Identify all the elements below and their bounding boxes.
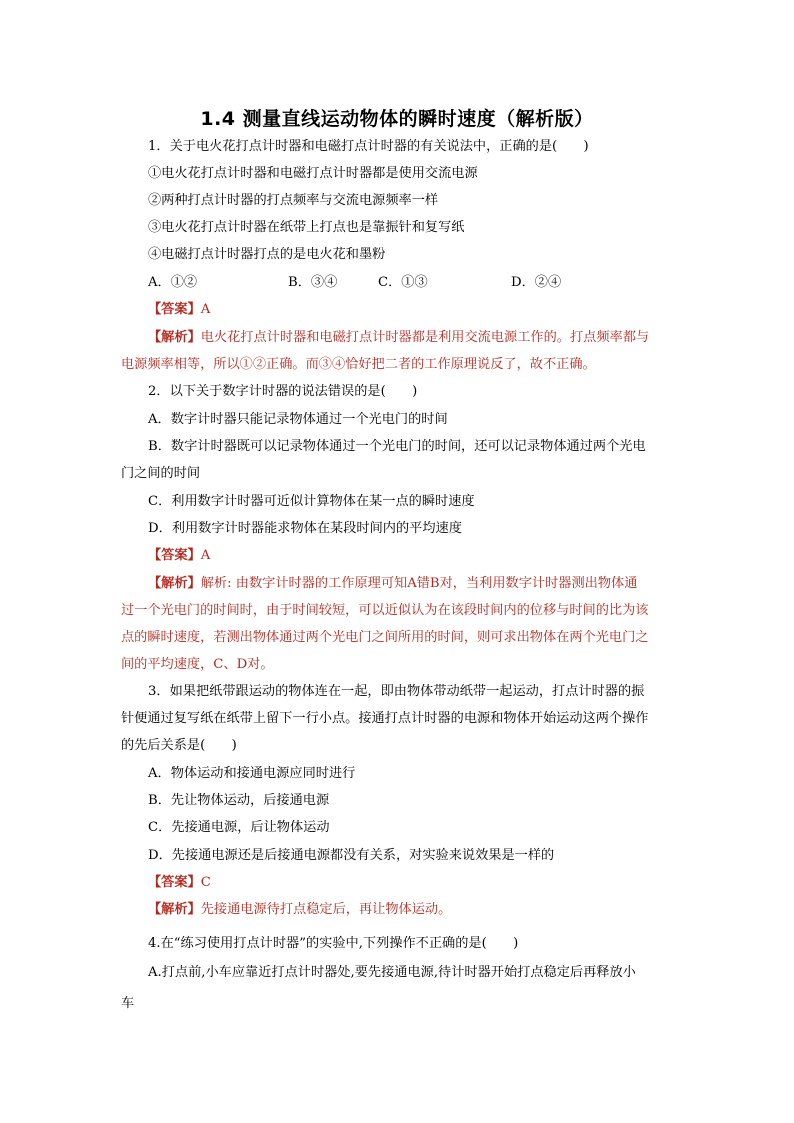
q1-analysis-line-2: 电源频率相等，所以①②正确。而③④恰好把二者的工作原理说反了，故不正确。 [121, 357, 596, 372]
q1-statement-2: ②两种打点计时器的打点频率与交流电源频率一样 [148, 193, 439, 208]
q3-answer [148, 876, 211, 889]
q3-stem-line-3: 的先后关系是( ) [121, 738, 237, 753]
q2-analysis-line-3: 点的瞬时速度，若测出物体通过两个光电门之间所用的时间，则可求出物体在两个光电门之 [121, 630, 649, 645]
q1-statement-4: ④电磁打点计时器打点的是电火花和墨粉 [148, 247, 386, 262]
q3-option-c: C．先接通电源，后让物体运动 [148, 820, 330, 835]
analysis-tag: 【解析】 [148, 902, 201, 917]
q3-option-a: A．物体运动和接通电源应同时进行 [148, 766, 356, 781]
q1-analysis-text-1: 电火花打点计时器和电磁打点计时器都是利用交流电源工作的。打点频率都与 [200, 330, 650, 345]
q3-stem-line-1: 3．如果把纸带跟运动的物体连在一起，即由物体带动纸带一起运动，打点计时器的振 [148, 684, 645, 699]
q3-stem-line-2: 针便通过复写纸在纸带上留下一行小点。接通打点计时器的电源和物体开始运动这两个操作 [121, 711, 649, 726]
answer-tag: 【答案】 [148, 548, 201, 563]
q2-analysis-text-1: 解析: 由数字计时器的工作原理可知A错B对，当利用数字计时器测出物体通 [200, 576, 638, 591]
q1-option-b: B．③④ [288, 275, 338, 290]
q2-option-b-line-2: 门之间的时间 [121, 466, 201, 481]
q3-option-b: B．先让物体运动，后接通电源 [148, 793, 330, 808]
q3-answer-value: C [200, 875, 211, 890]
q1-stem: 1．关于电火花打点计时器和电磁打点计时器的有关说法中，正确的是( ) [148, 139, 589, 154]
answer-tag: 【答案】 [148, 302, 201, 317]
answer-tag: 【答案】 [148, 875, 201, 890]
analysis-tag: 【解析】 [148, 576, 201, 591]
q2-option-c: C．利用数字计时器可近似计算物体在某一点的瞬时速度 [148, 494, 475, 509]
analysis-tag: 【解析】 [148, 330, 201, 345]
q1-statement-3: ③电火花打点计时器在纸带上打点也是靠振针和复写纸 [148, 220, 465, 235]
q2-stem: 2．以下关于数字计时器的说法错误的是( ) [148, 384, 418, 399]
q4-option-a-line-1: A.打点前,小车应靠近打点计时器处,要先接通电源,待计时器开始打点稳定后再释放小 [148, 965, 636, 980]
q3-analysis-text-1: 先接通电源待打点稳定后，再让物体运动。 [200, 902, 452, 917]
q2-answer [148, 549, 210, 562]
q3-option-d: D．先接通电源还是后接通电源都没有关系，对实验来说效果是一样的 [148, 848, 555, 863]
q1-answer [148, 303, 210, 316]
q2-analysis-line-2: 过一个光电门的时间时，由于时间较短，可以近似认为在该段时间内的位移与时间的比为该 [121, 603, 649, 618]
q1-statement-1: ①电火花打点计时器和电磁打点计时器都是使用交流电源 [148, 166, 478, 181]
document-title: 1.4 测量直线运动物体的瞬时速度（解析版） [200, 108, 594, 130]
q4-option-a-line-2: 车 [121, 996, 135, 1011]
q1-option-a: A．①② [148, 275, 198, 290]
q2-option-a: A．数字计时器只能记录物体通过一个光电门的时间 [148, 412, 448, 427]
q2-option-b-line-1: B．数字计时器既可以记录物体通过一个光电门的时间，还可以记录物体通过两个光电 [148, 439, 646, 454]
q4-stem: 4.在“练习使用打点计时器”的实验中,下列操作不正确的是( ) [148, 936, 519, 951]
q2-answer-value: A [200, 548, 211, 563]
q1-answer-value: A [200, 302, 211, 317]
q1-option-c: C．①③ [378, 275, 428, 290]
q1-analysis-line-1 [148, 331, 649, 344]
q2-option-d: D．利用数字计时器能求物体在某段时间内的平均速度 [148, 521, 462, 536]
q2-analysis-line-4: 间的平均速度，C、D对。 [121, 657, 274, 672]
q2-analysis-line-1 [148, 577, 637, 590]
q1-option-d: D．②④ [511, 275, 562, 290]
q3-analysis-line-1 [148, 903, 451, 916]
